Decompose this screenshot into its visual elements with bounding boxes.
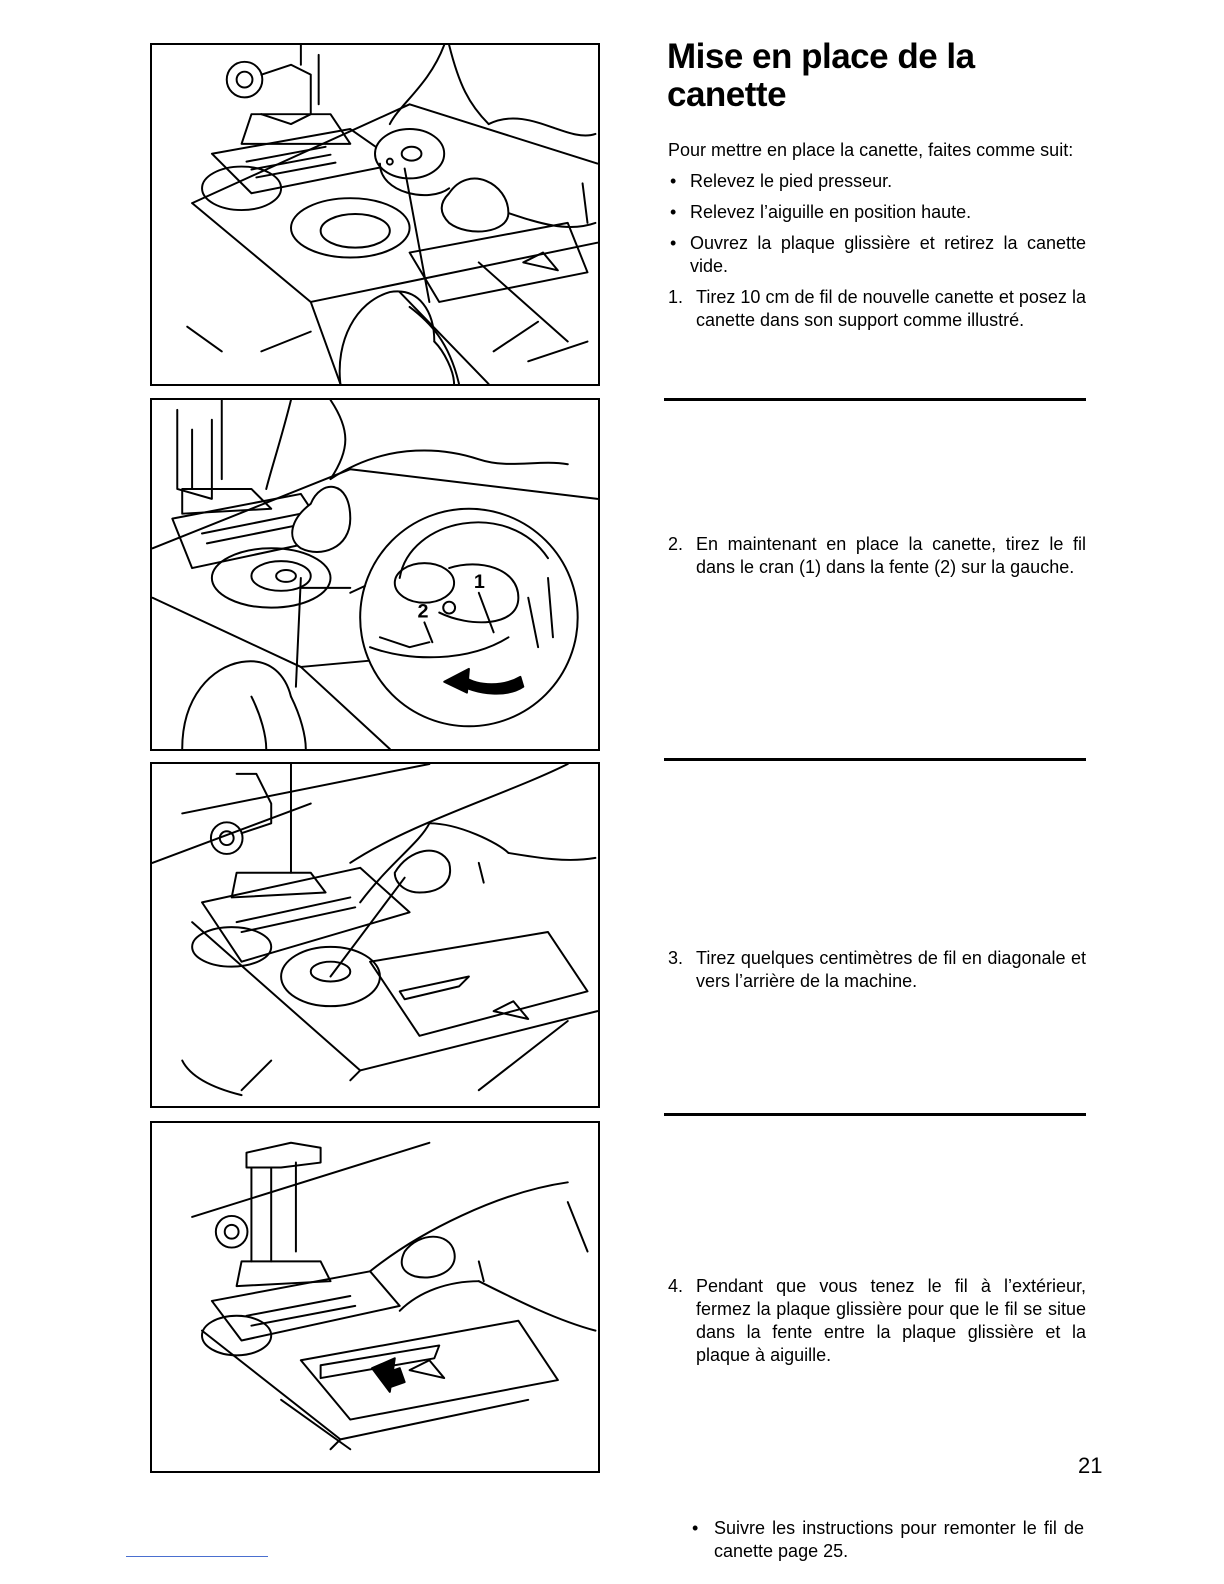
- bobbin-insertion-drawing: [152, 45, 598, 384]
- page-number: 21: [1078, 1453, 1103, 1478]
- step-1: [668, 286, 1086, 332]
- bullet-text: Relevez l’aiguille en position haute.: [690, 202, 972, 222]
- step-number: 4.: [668, 1276, 684, 1296]
- illustration-step-2: [150, 398, 600, 751]
- bullet-item: [668, 201, 1086, 224]
- notch-label: 1: [473, 570, 485, 593]
- bullet-item: [668, 232, 1086, 278]
- page-title: Mise en place de la canette: [667, 37, 975, 114]
- final-note: [690, 1517, 1084, 1563]
- thread-diagonal-drawing: [152, 764, 598, 1106]
- bullet-item: [668, 170, 1086, 193]
- slot-label: 2: [417, 600, 429, 623]
- step-number: 2.: [668, 534, 684, 554]
- section-divider: [664, 758, 1086, 761]
- step-3: [668, 947, 1086, 993]
- step-text: Tirez quelques centimètres de fil en diagonale et vers l’arrière de la machine.: [696, 948, 1086, 991]
- step-4: [668, 1275, 1086, 1367]
- step-text: Tirez 10 cm de fil de nouvelle canette et posez la canette dans son support comme illustré.: [696, 287, 1086, 330]
- section-divider: [664, 398, 1086, 401]
- step-number: 3.: [668, 948, 684, 968]
- thread-notch-drawing: [152, 400, 598, 749]
- intro-block: [668, 139, 1086, 332]
- bullet-text: Relevez le pied presseur.: [690, 171, 893, 191]
- intro-text: Pour mettre en place la canette, faites comme suit:: [668, 140, 1074, 160]
- bullet-dot: •: [670, 202, 677, 222]
- step-number: 1.: [668, 287, 684, 307]
- bullet-text: Ouvrez la plaque glissière et retirez la canette vide.: [690, 233, 1086, 276]
- footer-line: [126, 1556, 268, 1557]
- step-text: En maintenant en place la canette, tirez le fil dans le cran (1) dans la fente (2) sur la gauche.: [696, 534, 1086, 577]
- step-text: Pendant que vous tenez le fil à l’extérieur, fermez la plaque glissière pour que le fil se situe dans la fente entre la plaque glissière et la plaque à aiguille.: [696, 1276, 1086, 1365]
- bullet-dot: •: [670, 233, 677, 253]
- illustration-step-1: [150, 43, 600, 386]
- step-2: [668, 533, 1086, 579]
- bullet-dot: •: [670, 171, 677, 191]
- slide-plate-close-drawing: [152, 1123, 598, 1471]
- illustration-step-3: [150, 762, 600, 1108]
- bullet-dot: •: [692, 1518, 699, 1538]
- illustration-step-4: [150, 1121, 600, 1473]
- final-note-text: Suivre les instructions pour remonter le fil de canette page 25.: [714, 1518, 1084, 1561]
- section-divider: [664, 1113, 1086, 1116]
